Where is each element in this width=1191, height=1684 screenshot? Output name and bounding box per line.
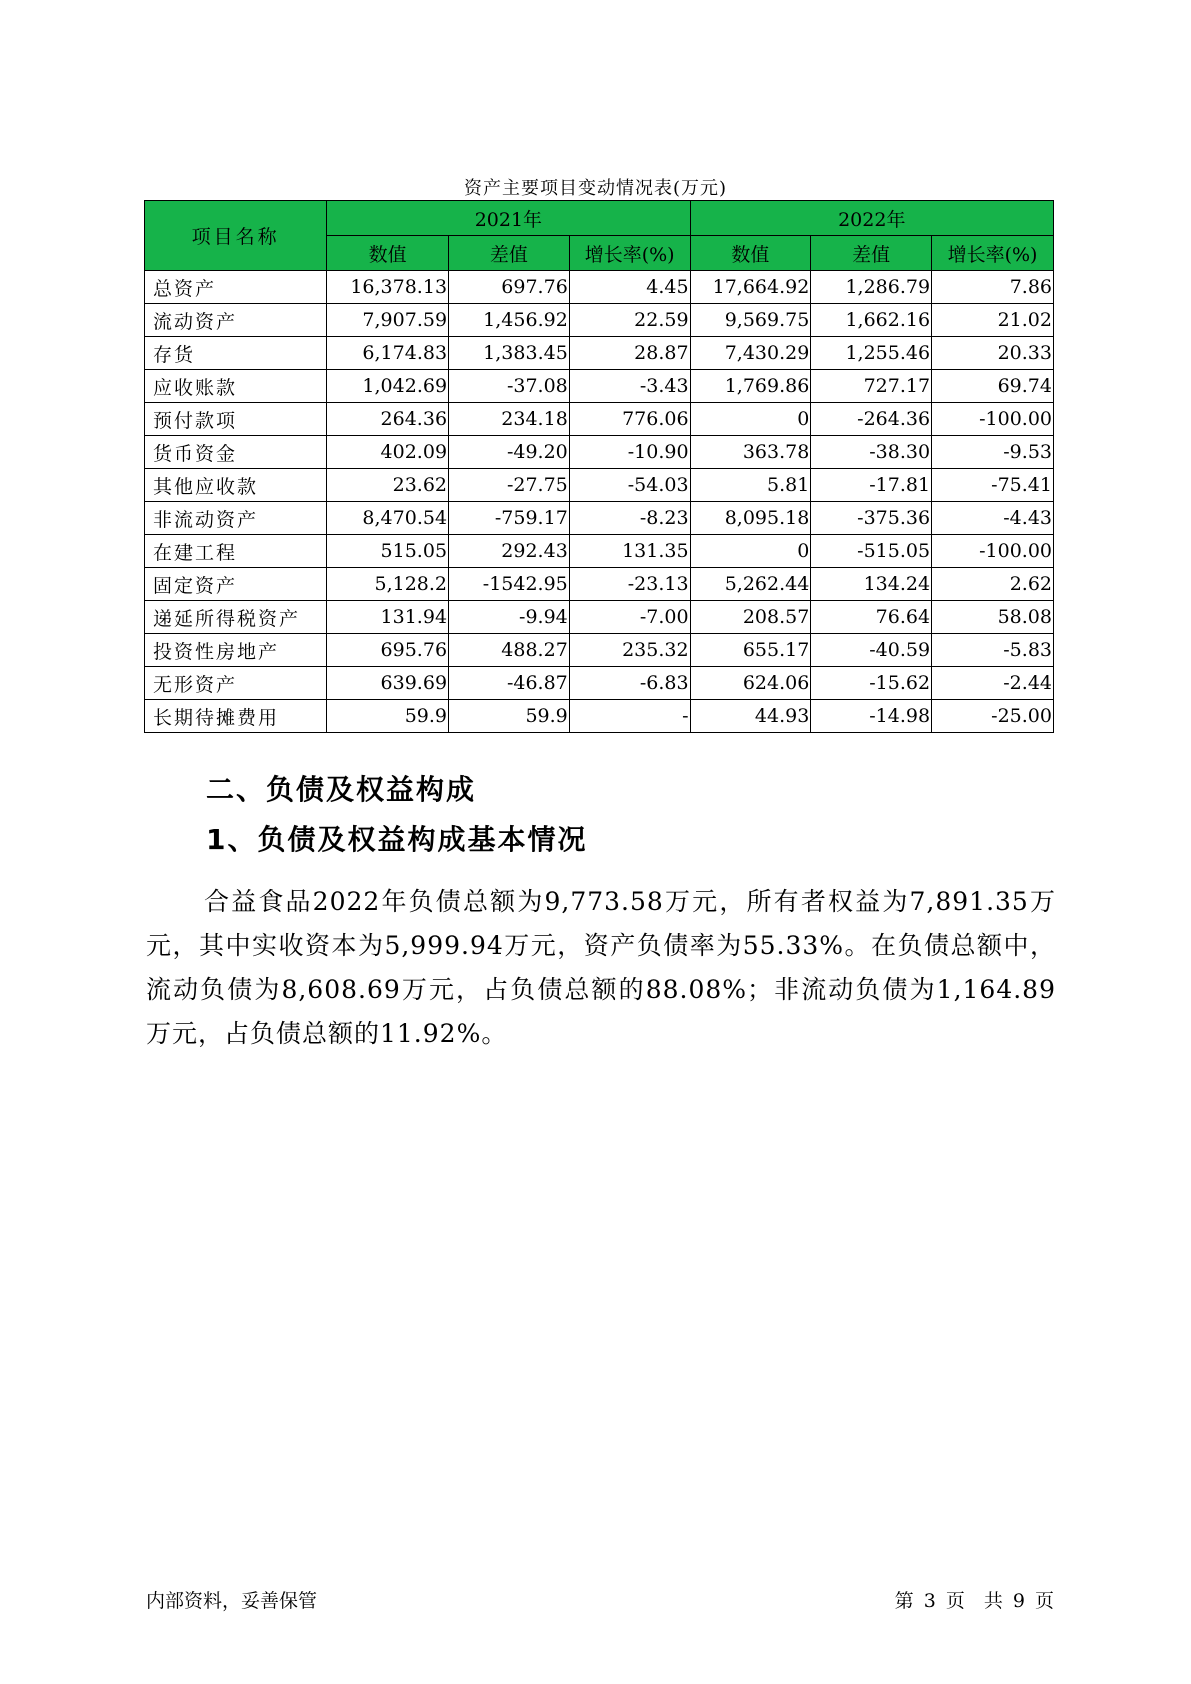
item-name-cell: 在建工程 xyxy=(145,535,327,568)
item-name-cell: 存货 xyxy=(145,337,327,370)
value-cell: -27.75 xyxy=(449,469,570,502)
item-name-cell: 预付款项 xyxy=(145,403,327,436)
value-cell: 1,662.16 xyxy=(811,304,932,337)
value-cell: 1,286.79 xyxy=(811,271,932,304)
value-cell: 59.9 xyxy=(327,700,449,733)
value-cell: - xyxy=(569,700,690,733)
value-cell: 7,907.59 xyxy=(327,304,449,337)
value-cell: 7.86 xyxy=(932,271,1054,304)
value-cell: -3.43 xyxy=(569,370,690,403)
item-name-cell: 总资产 xyxy=(145,271,327,304)
section-heading: 二、负债及权益构成 xyxy=(206,773,477,806)
value-cell: -25.00 xyxy=(932,700,1054,733)
value-cell: -14.98 xyxy=(811,700,932,733)
footer-page-number: 第 3 页 共 9 页 xyxy=(894,1590,1054,1612)
table-row xyxy=(145,436,1054,469)
value-cell: -2.44 xyxy=(932,667,1054,700)
value-cell: -75.41 xyxy=(932,469,1054,502)
table-row xyxy=(145,403,1054,436)
value-cell: -6.83 xyxy=(569,667,690,700)
footer-confidential-note: 内部资料，妥善保管 xyxy=(146,1590,318,1612)
value-cell: 235.32 xyxy=(569,634,690,667)
value-cell: 363.78 xyxy=(690,436,811,469)
item-name-cell: 无形资产 xyxy=(145,667,327,700)
asset-changes-table xyxy=(144,200,1054,733)
value-cell: -37.08 xyxy=(449,370,570,403)
metric-header: 数值 xyxy=(690,236,811,271)
year-2022-header: 2022年 xyxy=(690,201,1053,236)
value-cell: 134.24 xyxy=(811,568,932,601)
value-cell: 131.94 xyxy=(327,601,449,634)
value-cell: 69.74 xyxy=(932,370,1054,403)
item-name-cell: 流动资产 xyxy=(145,304,327,337)
value-cell: 292.43 xyxy=(449,535,570,568)
metric-header: 增长率(%) xyxy=(932,236,1054,271)
metric-header: 增长率(%) xyxy=(569,236,690,271)
value-cell: 624.06 xyxy=(690,667,811,700)
table-row xyxy=(145,601,1054,634)
value-cell: -17.81 xyxy=(811,469,932,502)
value-cell: 402.09 xyxy=(327,436,449,469)
item-name-cell: 长期待摊费用 xyxy=(145,700,327,733)
value-cell: 28.87 xyxy=(569,337,690,370)
value-cell: 0 xyxy=(690,403,811,436)
value-cell: 131.35 xyxy=(569,535,690,568)
value-cell: -49.20 xyxy=(449,436,570,469)
value-cell: -15.62 xyxy=(811,667,932,700)
table-row xyxy=(145,502,1054,535)
table-row xyxy=(145,667,1054,700)
value-cell: -100.00 xyxy=(932,403,1054,436)
year-2021-header: 2021年 xyxy=(327,201,690,236)
value-cell: 0 xyxy=(690,535,811,568)
value-cell: 655.17 xyxy=(690,634,811,667)
value-cell: -9.53 xyxy=(932,436,1054,469)
value-cell: -7.00 xyxy=(569,601,690,634)
value-cell: -8.23 xyxy=(569,502,690,535)
value-cell: 1,255.46 xyxy=(811,337,932,370)
value-cell: 22.59 xyxy=(569,304,690,337)
table-row xyxy=(145,700,1054,733)
value-cell: -38.30 xyxy=(811,436,932,469)
value-cell: 515.05 xyxy=(327,535,449,568)
item-name-cell: 递延所得税资产 xyxy=(145,601,327,634)
value-cell: 234.18 xyxy=(449,403,570,436)
value-cell: -759.17 xyxy=(449,502,570,535)
value-cell: -23.13 xyxy=(569,568,690,601)
value-cell: -9.94 xyxy=(449,601,570,634)
value-cell: 5,128.2 xyxy=(327,568,449,601)
value-cell: 639.69 xyxy=(327,667,449,700)
value-cell: 488.27 xyxy=(449,634,570,667)
value-cell: -1542.95 xyxy=(449,568,570,601)
value-cell: 44.93 xyxy=(690,700,811,733)
table-row xyxy=(145,304,1054,337)
value-cell: -54.03 xyxy=(569,469,690,502)
value-cell: 697.76 xyxy=(449,271,570,304)
value-cell: 208.57 xyxy=(690,601,811,634)
value-cell: 6,174.83 xyxy=(327,337,449,370)
table-row xyxy=(145,370,1054,403)
value-cell: 1,042.69 xyxy=(327,370,449,403)
value-cell: 8,095.18 xyxy=(690,502,811,535)
table-row xyxy=(145,568,1054,601)
value-cell: -46.87 xyxy=(449,667,570,700)
value-cell: 1,769.86 xyxy=(690,370,811,403)
value-cell: 59.9 xyxy=(449,700,570,733)
item-name-cell: 其他应收款 xyxy=(145,469,327,502)
item-name-cell: 投资性房地产 xyxy=(145,634,327,667)
value-cell: 76.64 xyxy=(811,601,932,634)
value-cell: 264.36 xyxy=(327,403,449,436)
item-name-cell: 货币资金 xyxy=(145,436,327,469)
value-cell: -5.83 xyxy=(932,634,1054,667)
value-cell: 9,569.75 xyxy=(690,304,811,337)
value-cell: 727.17 xyxy=(811,370,932,403)
value-cell: 1,456.92 xyxy=(449,304,570,337)
table-row xyxy=(145,337,1054,370)
value-cell: -375.36 xyxy=(811,502,932,535)
value-cell: 17,664.92 xyxy=(690,271,811,304)
item-name-cell: 非流动资产 xyxy=(145,502,327,535)
value-cell: 8,470.54 xyxy=(327,502,449,535)
value-cell: -515.05 xyxy=(811,535,932,568)
value-cell: 21.02 xyxy=(932,304,1054,337)
value-cell: 4.45 xyxy=(569,271,690,304)
item-name-cell: 固定资产 xyxy=(145,568,327,601)
metric-header: 差值 xyxy=(449,236,570,271)
value-cell: 16,378.13 xyxy=(327,271,449,304)
metric-header: 差值 xyxy=(811,236,932,271)
table-row xyxy=(145,535,1054,568)
table-row xyxy=(145,271,1054,304)
table-caption: 资产主要项目变动情况表(万元) xyxy=(463,178,728,199)
metric-header: 数值 xyxy=(327,236,449,271)
value-cell: 20.33 xyxy=(932,337,1054,370)
subsection-heading: 1、负债及权益构成基本情况 xyxy=(206,823,588,856)
item-name-header: 项目名称 xyxy=(145,201,327,271)
value-cell: 695.76 xyxy=(327,634,449,667)
value-cell: 23.62 xyxy=(327,469,449,502)
value-cell: 5.81 xyxy=(690,469,811,502)
value-cell: -4.43 xyxy=(932,502,1054,535)
value-cell: 1,383.45 xyxy=(449,337,570,370)
table-body xyxy=(145,271,1054,733)
value-cell: 2.62 xyxy=(932,568,1054,601)
value-cell: 776.06 xyxy=(569,403,690,436)
value-cell: -264.36 xyxy=(811,403,932,436)
table-row xyxy=(145,634,1054,667)
value-cell: 5,262.44 xyxy=(690,568,811,601)
value-cell: -10.90 xyxy=(569,436,690,469)
body-paragraph: 合益食品2022年负债总额为9,773.58万元，所有者权益为7,891.35万元，其中实收资本为5,999.94万元，资产负债率为55.33%。在负债总额中，流动负债为8,608.69万元，占负债总额的88.08%；非流动负债为1,164.89万元，占负债总额的11.92%。 xyxy=(146,887,1056,1048)
value-cell: 7,430.29 xyxy=(690,337,811,370)
value-cell: -100.00 xyxy=(932,535,1054,568)
value-cell: 58.08 xyxy=(932,601,1054,634)
table-header-row-years xyxy=(145,201,1054,236)
item-name-cell: 应收账款 xyxy=(145,370,327,403)
value-cell: -40.59 xyxy=(811,634,932,667)
table-row xyxy=(145,469,1054,502)
